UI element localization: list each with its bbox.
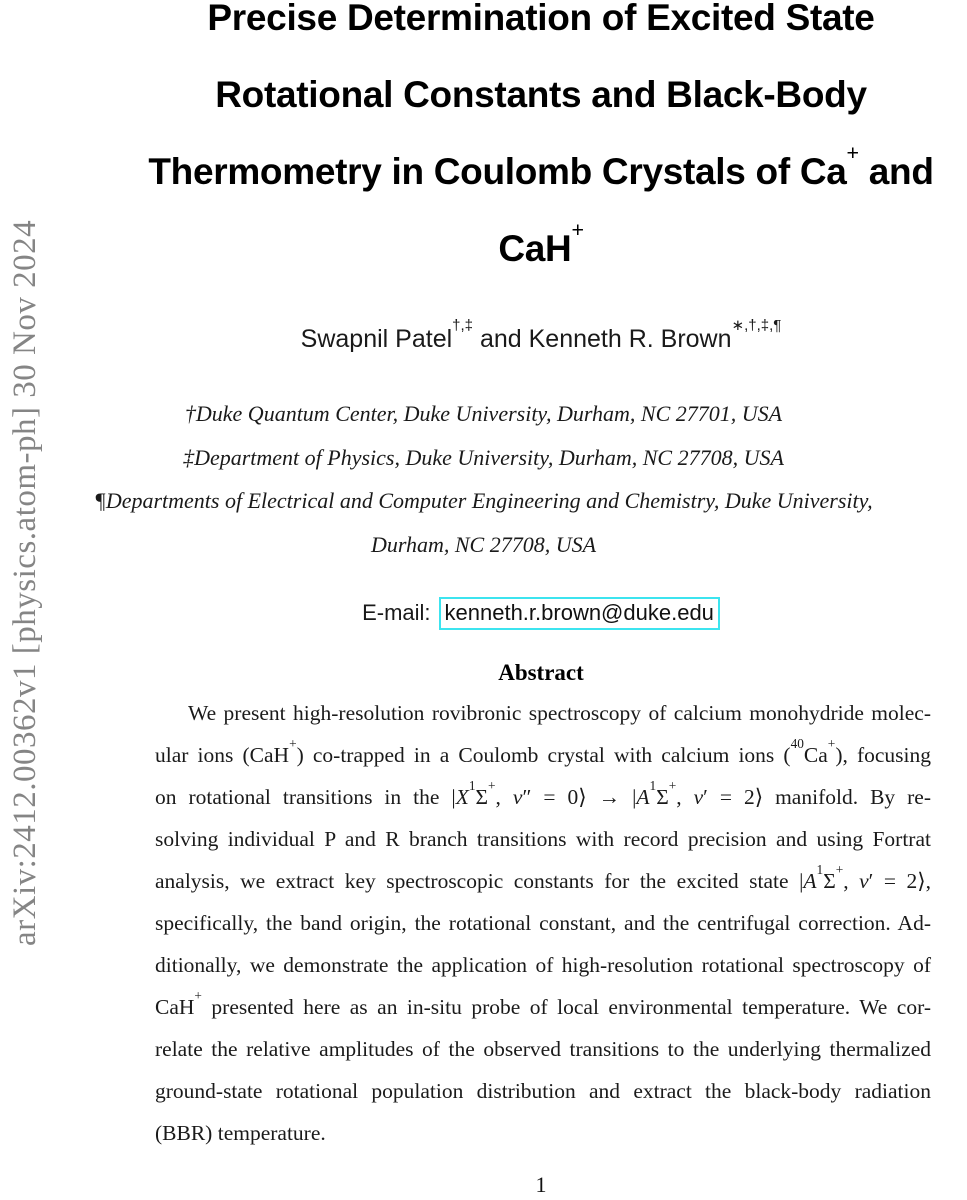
abstract-line: relate the relative amplitudes of the observed transitions to the underlying thermalized [155, 1037, 931, 1061]
abstract-line: ular ions (CaH+) co-trapped in a Coulomb crystal with calcium ions ($^{40}$Ca+), focusing [155, 735, 932, 767]
authors-line: Swapnil Patel†,‡ and Kenneth R. Brown∗,†,‡,¶ [300, 317, 782, 353]
affiliation-line-2: ‡Department of Physics, Duke University, Durham, NC 27708, USA [183, 444, 784, 470]
abstract-line: solving individual P and R branch transitions with record precision and using Fortrat [155, 827, 931, 851]
email-row [105, 597, 967, 630]
title-line-4: CaH+ [498, 217, 584, 269]
abstract-line: We present high-resolution rovibronic spectroscopy of calcium monohydride molec- [188, 701, 931, 725]
affiliation-line-3: ¶Departments of Electrical and Computer Engineering and Chemistry, Duke University, [94, 488, 873, 513]
title-line-1: Precise Determination of Excited State [207, 0, 875, 38]
abstract-line: ground-state rotational population distribution and extract the black-body radiation [155, 1079, 931, 1103]
page-number: 1 [535, 1172, 547, 1197]
abstract-line: analysis, we extract key spectroscopic constants for the excited state $|A^1\Sigma^+$, ν′ = 2⟩, [155, 861, 931, 893]
title-line-3: Thermometry in Coulomb Crystals of Ca+ and [148, 140, 934, 192]
abstract-line: (BBR) temperature. [155, 1121, 326, 1145]
email-link[interactable]: kenneth.r.brown@duke.edu [439, 597, 720, 630]
title-line-2: Rotational Constants and Black-Body [215, 74, 867, 115]
abstract-line: on rotational transitions in the $|X^1\Sigma^+$, ν″ = 0⟩ → $|A^1\Sigma^+$, ν′ = 2⟩ manifold. By re- [155, 777, 932, 809]
affiliation-line-1: †Duke Quantum Center, Duke University, Durham, NC 27701, USA [184, 401, 783, 426]
paper-title [105, 0, 967, 287]
abstract-line: specifically, the band origin, the rotational constant, and the centrifugal correction. Ad- [155, 911, 931, 935]
affiliation-line-4: Durham, NC 27708, USA [370, 531, 597, 557]
abstract-line: CaH+ presented here as an in-situ probe of local environmental temperature. We cor- [155, 987, 931, 1019]
affiliations-block [0, 392, 967, 566]
email-label: E-mail: [362, 600, 431, 625]
abstract-heading: Abstract [498, 660, 584, 685]
abstract-body [155, 692, 931, 1154]
arxiv-watermark: arXiv:2412.00362v1 [physics.atom-ph] 30 Nov 2024 [7, 219, 43, 946]
abstract-line: ditionally, we demonstrate the application of high-resolution rotational spectroscopy of [155, 953, 931, 977]
